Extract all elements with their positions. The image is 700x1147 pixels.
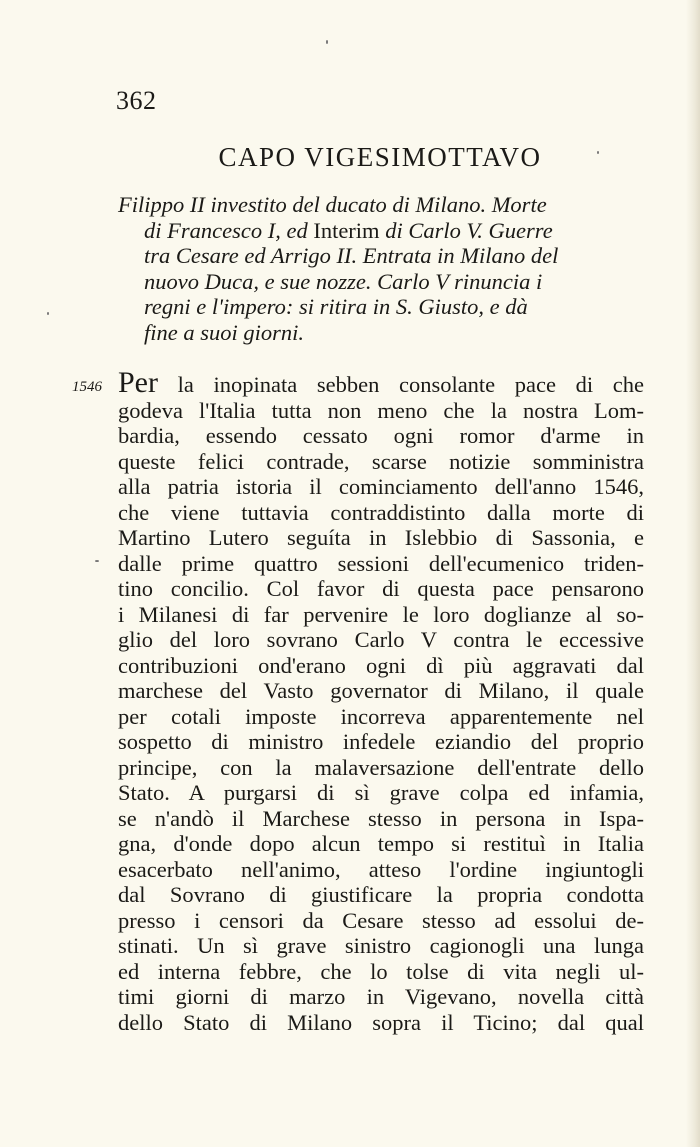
- body-line: dal Sovrano di giustificare la propria condotta: [118, 882, 644, 907]
- body-line: contribuzioni ond'erano ogni dì più aggravati dal: [118, 652, 644, 678]
- body-line: godeva l'Italia tutta non meno che la nostra Lom-: [118, 397, 644, 423]
- body-line: marchese del Vasto governator di Milano, il quale: [118, 678, 644, 703]
- body-line: glio del loro sovrano Carlo V contra le eccessive: [118, 627, 644, 652]
- chapter-title: CAPO VIGESIMOTTAVO: [218, 142, 542, 172]
- summary-line: Filippo II investito del ducato di Milano. Morte: [118, 192, 547, 217]
- body-line: stinati. Un sì grave sinistro cagionogli una lunga: [118, 933, 644, 958]
- body-line: esacerbato nell'animo, atteso l'ordine ingiuntogli: [118, 856, 644, 882]
- body-line: Per la inopinata sebben consolante pace di che: [118, 366, 644, 399]
- body-line: dalle prime quattro sessioni dell'ecumenico triden-: [118, 550, 644, 576]
- body-line: che viene tuttavia contraddistinto dalla morte di: [118, 499, 644, 525]
- body-line: dello Stato di Milano sopra il Ticino; dal qual: [118, 1009, 644, 1035]
- summary-line: di Francesco I, ed Interim di Carlo V. Guerre: [144, 217, 553, 243]
- body-line: Martino Lutero seguíta in Islebbio di Sassonia, e: [118, 525, 644, 550]
- summary-line: fine a suoi giorni.: [144, 319, 305, 345]
- initial-word: Per: [118, 366, 158, 399]
- body-line: Stato. A purgarsi di sì grave colpa ed infamia,: [118, 780, 644, 805]
- body-line: i Milanesi di far pervenire le loro doglianze al so-: [118, 601, 644, 627]
- body-line: tino concilio. Col favor di questa pace pensarono: [118, 576, 644, 601]
- ink-speck: [95, 560, 99, 562]
- body-line: se n'andò il Marchese stesso in persona in Ispa-: [118, 805, 644, 831]
- body-line: ed interna febbre, che lo tolse di vita negli ul-: [118, 958, 644, 984]
- margin-year: 1546: [72, 379, 102, 395]
- body-line: gna, d'onde dopo alcun tempo si restituì in Italia: [118, 831, 644, 856]
- body-line: principe, con la malaversazione dell'entrate dello: [118, 754, 644, 780]
- body-line: alla patria istoria il cominciamento dell'anno 1546,: [118, 474, 644, 499]
- body-line: bardia, essendo cessato ogni romor d'arme in: [118, 423, 644, 448]
- summary-line: nuovo Duca, e sue nozze. Carlo V rinuncia i: [144, 268, 543, 294]
- ink-speck: [47, 312, 49, 315]
- summary-interim: Interim: [313, 217, 380, 243]
- body-line: presso i censori da Cesare stesso ad essolui de-: [118, 907, 644, 933]
- body-text: [118, 366, 644, 1035]
- chapter-summary: [118, 192, 648, 345]
- body-line: sospetto di ministro infedele eziandio del proprio: [118, 729, 644, 754]
- ink-speck: [326, 40, 328, 44]
- summary-line: regni e l'impero: si ritira in S. Giusto, e dà: [144, 294, 528, 319]
- page-number: 362: [116, 86, 157, 115]
- body-line: per cotali imposte incorreva apparentemente nel: [118, 703, 644, 729]
- summary-line: tra Cesare ed Arrigo II. Entrata in Milano del: [144, 243, 559, 268]
- body-line: timi giorni di marzo in Vigevano, novella città: [118, 984, 644, 1009]
- body-line: queste felici contrade, scarse notizie somministra: [118, 448, 644, 474]
